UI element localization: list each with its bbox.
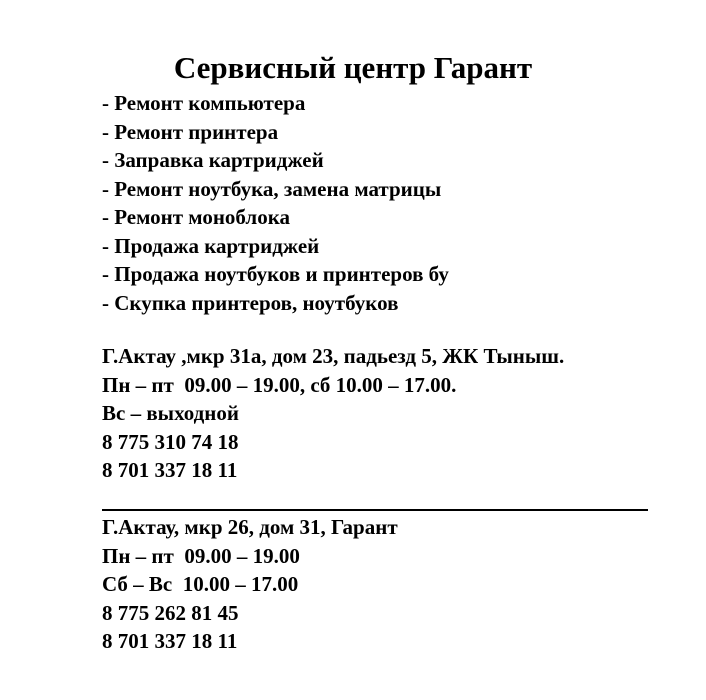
list-item: - Ремонт моноблока xyxy=(102,205,290,229)
location-2 xyxy=(102,513,398,656)
list-item: - Ремонт ноутбука, замена матрицы xyxy=(102,176,442,201)
address: Г.Актау ,мкр 31а, дом 23, падьезд 5, ЖК Тыныш. xyxy=(102,344,565,368)
list-item: - Продажа картриджей xyxy=(102,233,320,258)
list-item: - Заправка картриджей xyxy=(102,148,324,172)
page-title: Сервисный центр Гарант xyxy=(173,50,533,85)
list-item: - Продажа ноутбуков и принтеров бу xyxy=(102,262,449,286)
hours-weekend: Сб – Вс 10.00 – 17.00 xyxy=(102,572,299,596)
list-item: - Скупка принтеров, ноутбуков xyxy=(102,290,399,315)
list-item: - Ремонт компьютера xyxy=(102,91,306,115)
location-1 xyxy=(102,342,564,485)
services-list xyxy=(102,89,449,317)
list-item: - Ремонт принтера xyxy=(102,119,279,144)
divider xyxy=(102,509,648,511)
address: Г.Актау, мкр 26, дом 31, Гарант xyxy=(102,515,398,539)
hours-weekdays: Пн – пт 09.00 – 19.00 xyxy=(102,543,300,568)
hours-sunday: Вс – выходной xyxy=(102,401,239,425)
hours-weekdays: Пн – пт 09.00 – 19.00, сб 10.00 – 17.00. xyxy=(102,372,457,397)
phone: 8 701 337 18 11 xyxy=(102,629,238,653)
phone: 8 701 337 18 11 xyxy=(102,458,238,482)
phone: 8 775 262 81 45 xyxy=(102,600,239,625)
phone: 8 775 310 74 18 xyxy=(102,429,239,454)
